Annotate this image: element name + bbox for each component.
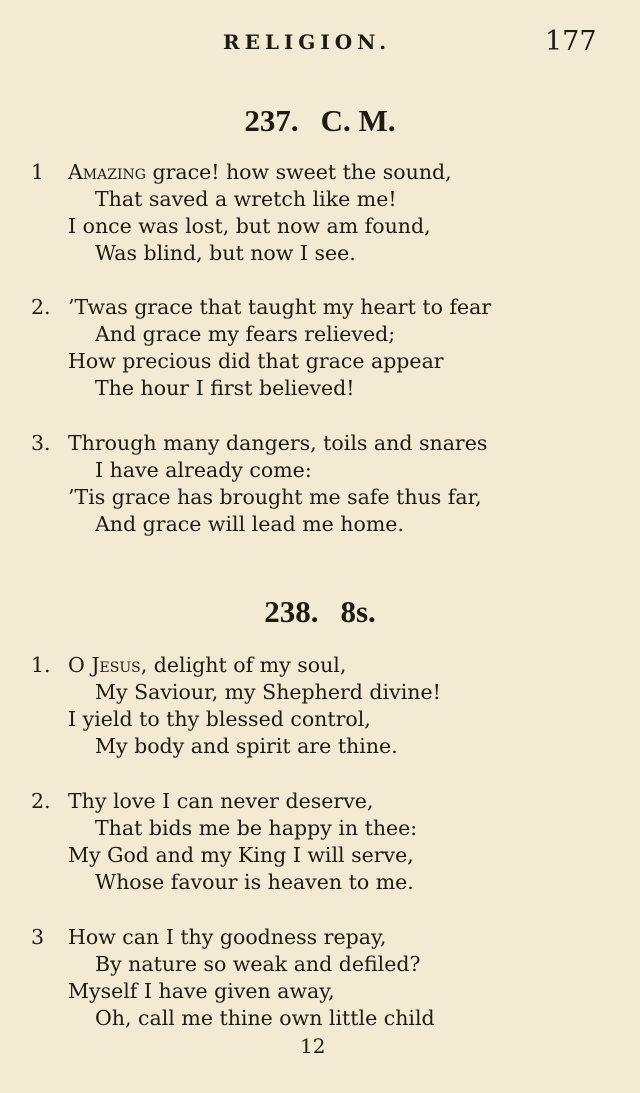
hymn-number: 238.	[264, 594, 319, 629]
verse-number: 3	[31, 925, 45, 949]
hymn-heading	[0, 103, 640, 139]
stanza	[0, 430, 640, 538]
stanza	[0, 788, 640, 896]
stanza	[0, 652, 640, 760]
verse-line	[68, 159, 452, 186]
verse-line: The hour I first believed!	[95, 376, 355, 400]
verse-line: That saved a wretch like me!	[95, 187, 397, 211]
verse-line: And grace will lead me home.	[95, 512, 404, 536]
verse-number: 2.	[31, 295, 51, 319]
hymn-heading	[0, 594, 640, 630]
stanza	[0, 294, 640, 402]
verse-line: Myself I have given away,	[68, 979, 335, 1003]
verse-number: 1	[31, 160, 45, 184]
verse-line: My God and my King I will serve,	[68, 843, 414, 867]
verse-line	[68, 652, 346, 679]
verse-line: I have already come:	[95, 458, 312, 482]
verse-opening-word: Amazing	[68, 160, 146, 184]
verse-line: ’Tis grace has brought me safe thus far,	[68, 485, 482, 509]
verse-line: Through many dangers, toils and snares	[68, 431, 488, 455]
verse-line: I yield to thy blessed control,	[68, 707, 371, 731]
verse-line: Thy love I can never deserve,	[68, 789, 374, 813]
hymn-meter: C. M.	[320, 103, 396, 138]
stanza	[0, 159, 640, 267]
verse-line: I once was lost, but now am found,	[68, 214, 431, 238]
verse-line: Whose favour is heaven to me.	[95, 870, 414, 894]
verse-line-text: , delight of my soul,	[140, 653, 347, 677]
verse-line: By nature so weak and defiled?	[95, 952, 421, 976]
verse-line: And grace my fears relieved;	[95, 322, 396, 346]
verse-number: 3.	[31, 431, 51, 455]
verse-line: That bids me be happy in thee:	[95, 816, 418, 840]
verse-line: My Saviour, my Shepherd divine!	[95, 680, 441, 704]
signature-mark: 12	[300, 1034, 326, 1058]
verse-line: How can I thy goodness repay,	[68, 925, 387, 949]
running-title: RELIGION.	[223, 30, 392, 54]
hymn-number: 237.	[244, 103, 299, 138]
page-number: 177	[545, 26, 597, 57]
running-head	[0, 26, 640, 57]
stanza	[0, 924, 640, 1032]
verse-number: 1.	[31, 653, 51, 677]
verse-number: 2.	[31, 789, 51, 813]
verse-line-text: grace! how sweet the sound,	[145, 160, 452, 184]
verse-line: How precious did that grace appear	[68, 349, 444, 373]
verse-name-word: Jesus	[91, 653, 141, 677]
verse-line: My body and spirit are thine.	[95, 734, 398, 758]
verse-line: ’Twas grace that taught my heart to fear	[68, 295, 492, 319]
verse-line: Oh, call me thine own little child	[95, 1006, 435, 1030]
verse-line: Was blind, but now I see.	[95, 241, 356, 265]
verse-line-text: O	[68, 653, 92, 677]
hymn-meter: 8s.	[340, 594, 376, 629]
